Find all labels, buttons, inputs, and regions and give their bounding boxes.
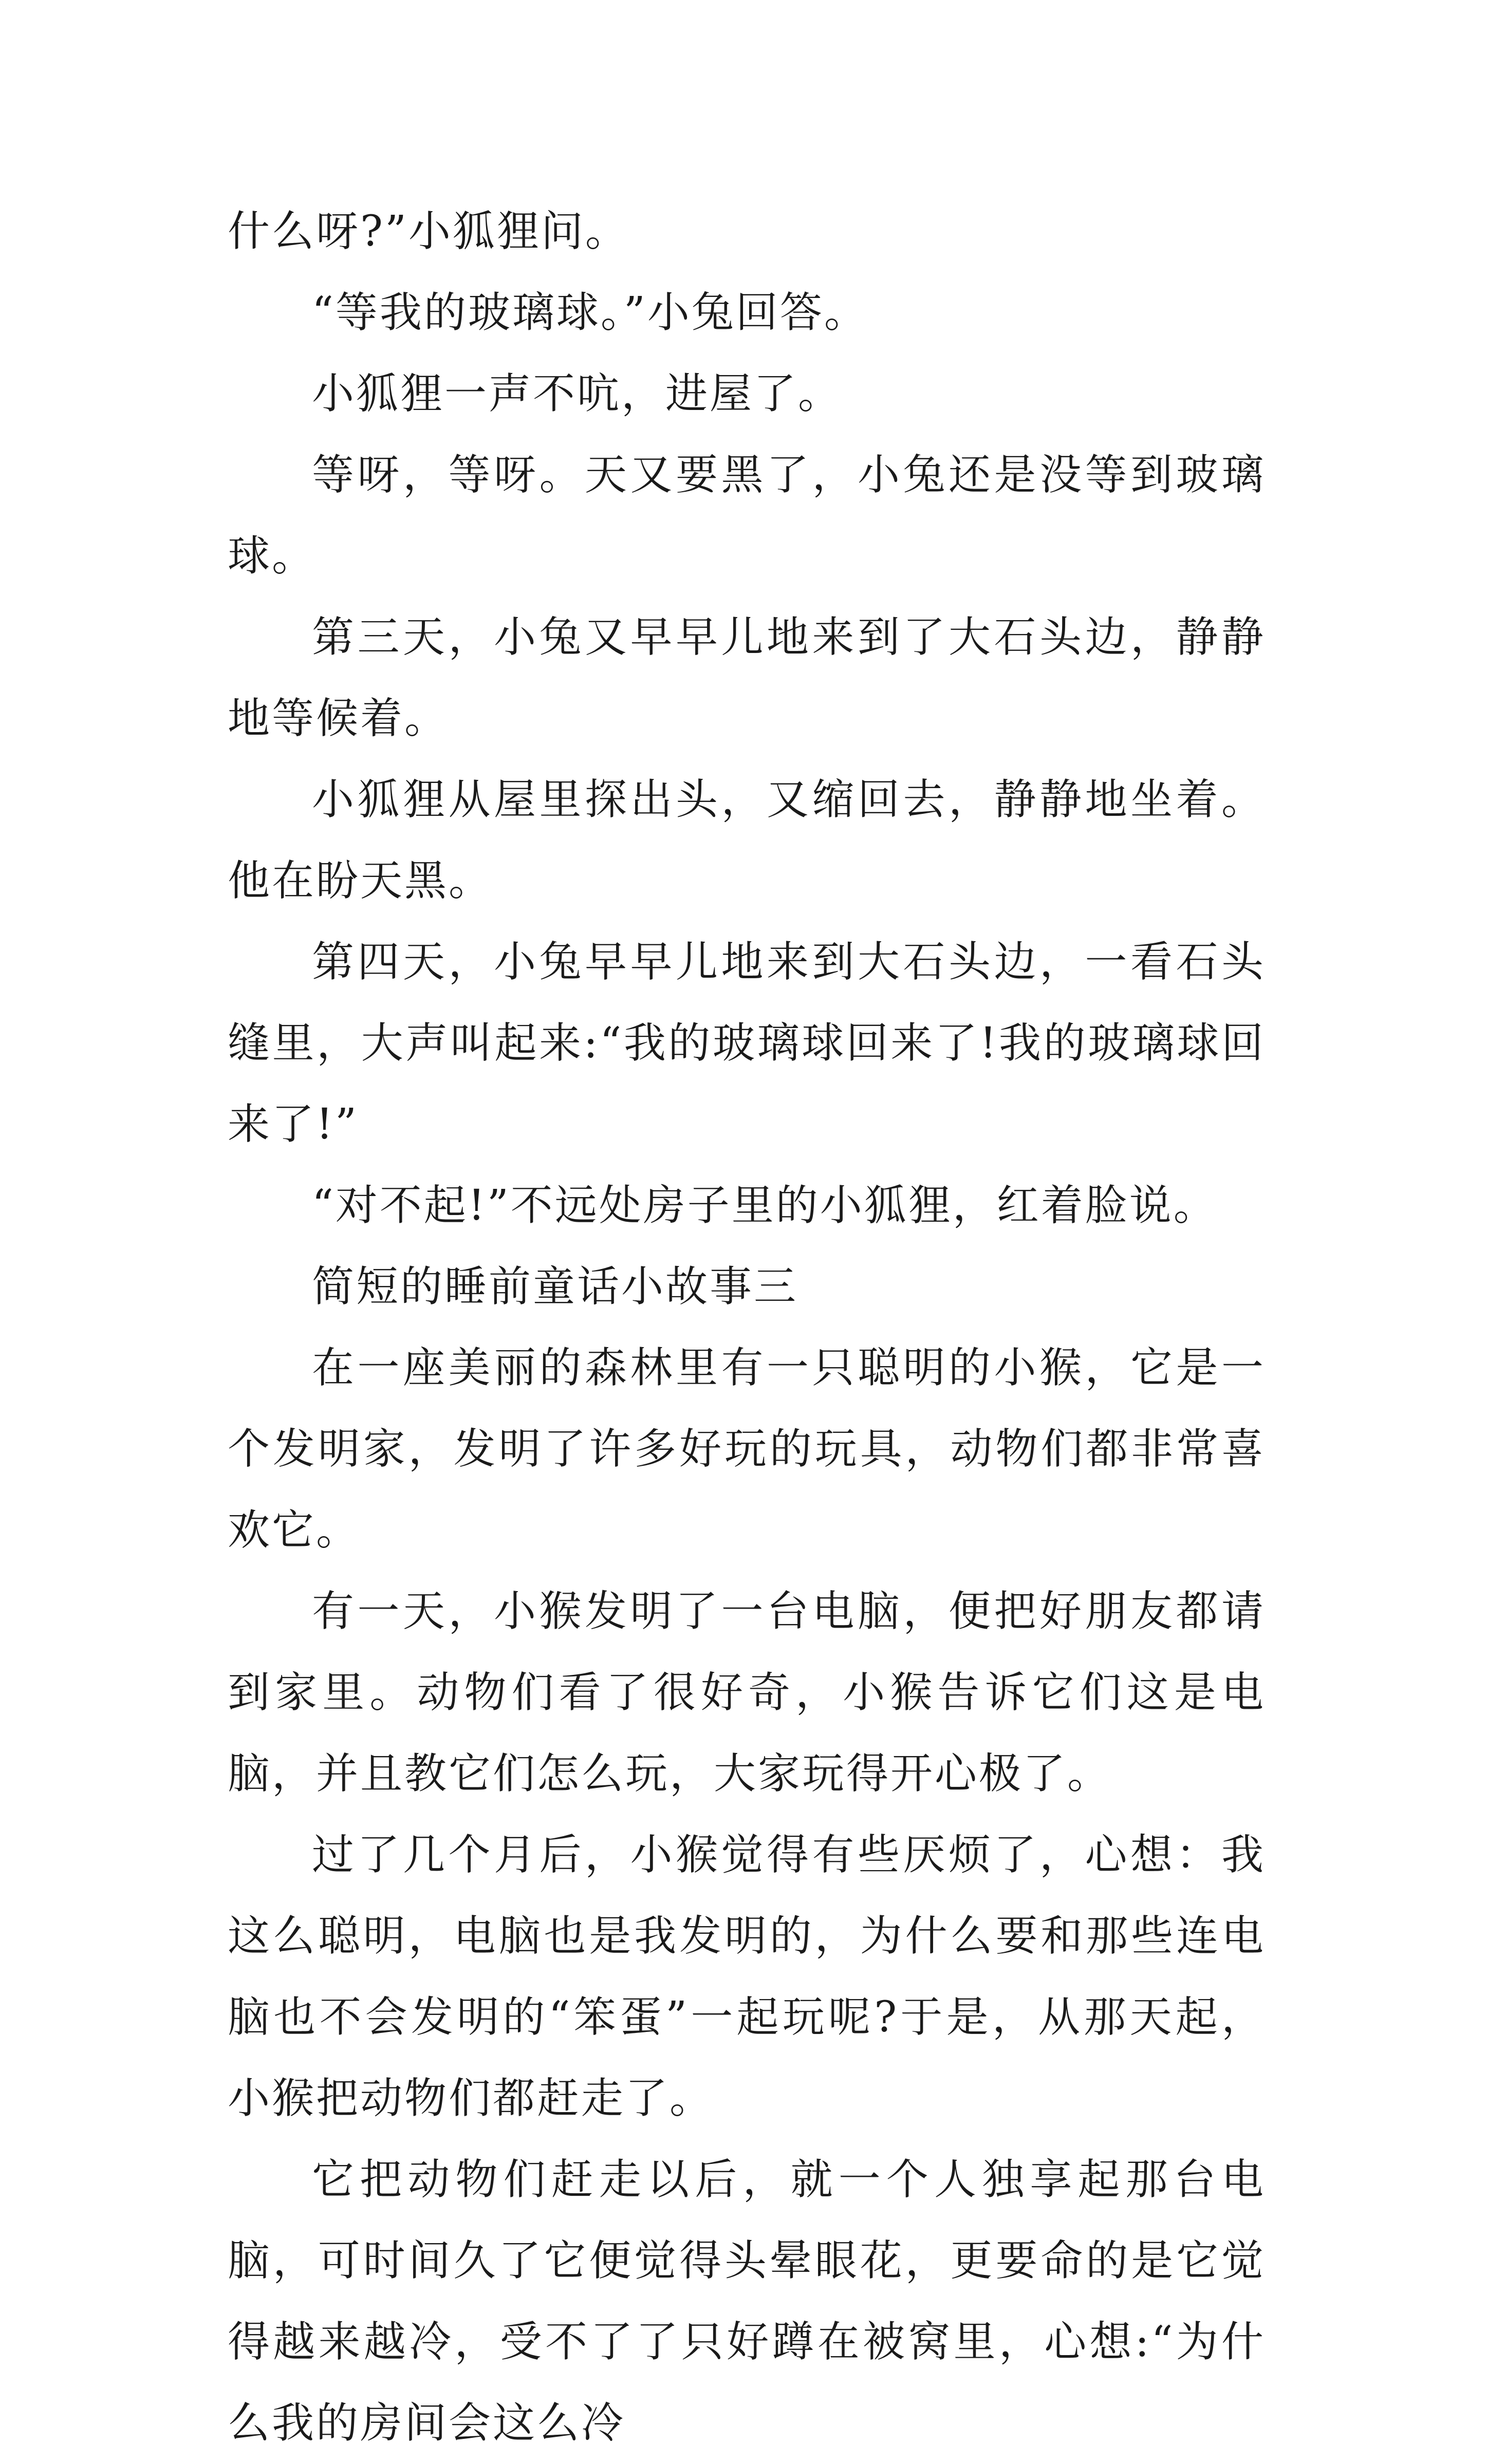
paragraph: “等我的玻璃球。”小兔回答。 (312, 288, 868, 337)
paragraph: 第四天，小兔早早儿地来到大石头边，一看石头缝里，大声叫起来:“我的玻璃球回来了!我的玻璃球回来了!” (228, 938, 1266, 1149)
paragraph: 小狐狸一声不吭，进屋了。 (312, 369, 843, 418)
section-heading: 简短的睡前童话小故事三 (312, 1262, 798, 1311)
paragraph: 在一座美丽的森林里有一只聪明的小猴，它是一个发明家，发明了许多好玩的玩具，动物们都非常喜欢它。 (228, 1343, 1266, 1555)
story-text (228, 191, 1266, 2464)
paragraph: 有一天，小猴发明了一台电脑，便把好朋友都请到家里。动物们看了很好奇，小猴告诉它们这是电脑，并且教它们怎么玩，大家玩得开心极了。 (228, 1587, 1266, 1798)
paragraph: 第三天，小兔又早早儿地来到了大石头边，静静地等候着。 (228, 613, 1266, 743)
paragraph: 等呀，等呀。天又要黑了，小兔还是没等到玻璃球。 (228, 451, 1266, 581)
paragraph: “对不起!”不远处房子里的小狐狸，红着脸说。 (312, 1181, 1218, 1230)
paragraph: 它把动物们赶走以后，就一个人独享起那台电脑，可时间久了它便觉得头晕眼花，更要命的是它觉得越来越冷，受不了了只好蹲在被窝里，心想:“为什么我的房间会这么冷 (228, 2155, 1266, 2448)
paragraph: 小狐狸从屋里探出头，又缩回去，静静地坐着。他在盼天黑。 (228, 775, 1266, 905)
paragraph: 什么呀?”小狐狸问。 (228, 207, 629, 256)
paragraph: 过了几个月后，小猴觉得有些厌烦了，心想：我这么聪明，电脑也是我发明的，为什么要和那些连电脑也不会发明的“笨蛋”一起玩呢?于是，从那天起，小猴把动物们都赶走了。 (228, 1831, 1266, 2123)
